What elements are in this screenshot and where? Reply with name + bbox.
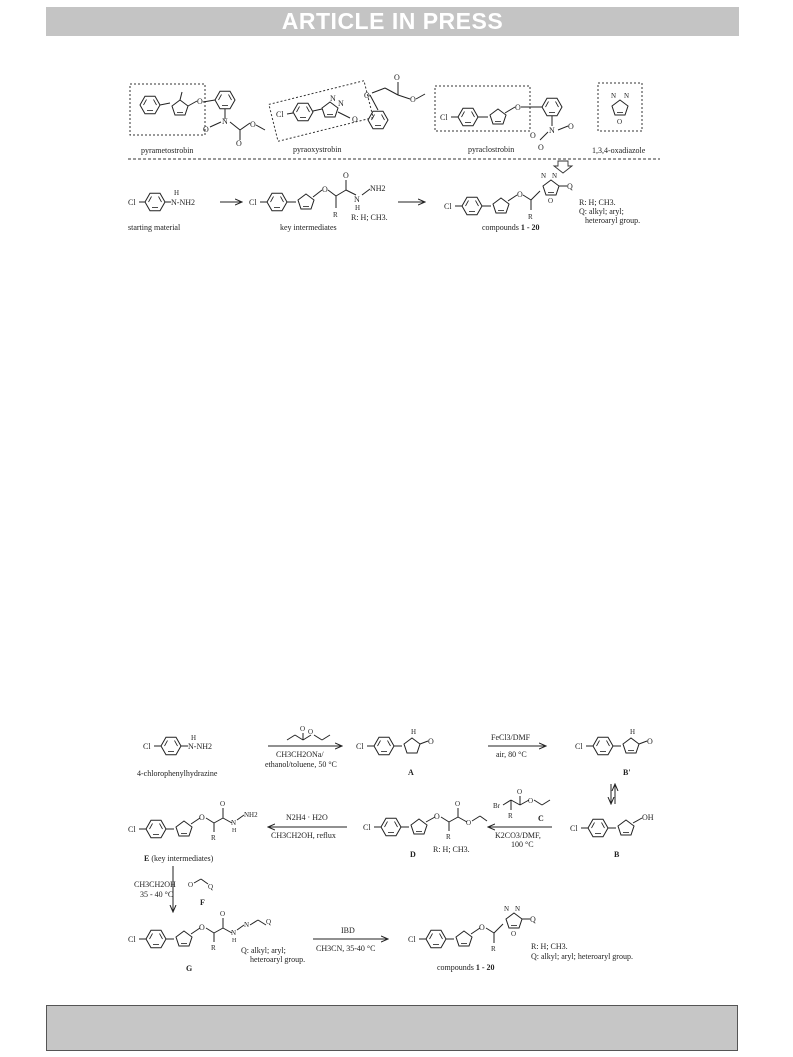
atom-label: O: [352, 115, 358, 124]
atom-label: Cl: [363, 823, 371, 832]
reagent-F-label: F: [200, 898, 205, 907]
atom-label: N: [549, 126, 555, 135]
r-note: R: H; CH3.: [579, 198, 616, 207]
atom-label: O: [300, 725, 306, 733]
reagent-text: IBD: [341, 926, 355, 935]
atom-label: Cl: [408, 935, 416, 944]
atom-label: H: [232, 938, 237, 944]
atom-label: Cl: [440, 113, 448, 122]
compound-Bprime-label: B': [623, 768, 631, 777]
atom-label: O: [434, 812, 440, 821]
compounds-label: compounds 1 - 20: [437, 963, 495, 972]
start-material-name: 4-chlorophenylhydrazine: [137, 769, 218, 778]
compound-E-label: E (key intermediates): [144, 854, 214, 863]
atom-label: N: [624, 92, 630, 100]
q-note: heteroaryl group.: [250, 955, 306, 964]
svg-text:R: R: [211, 944, 216, 952]
svg-text:R: R: [528, 213, 533, 221]
atom-label: N: [231, 929, 237, 937]
svg-text:R: R: [508, 812, 513, 820]
graphical-abstract: [128, 73, 660, 232]
pyraclostrobin-label: pyraclostrobin: [468, 145, 515, 154]
reagent-text: CH3CH2OH: [134, 880, 176, 889]
atom-label: O: [343, 171, 349, 180]
atom-label: N: [541, 172, 547, 180]
atom-label: Cl: [128, 935, 136, 944]
atom-label: H: [191, 734, 197, 742]
svg-text:R: R: [211, 834, 216, 842]
atom-label: N: [330, 94, 336, 103]
atom-label: O: [197, 97, 203, 106]
atom-label: O: [188, 881, 194, 889]
dashed-highlight-box: [269, 81, 373, 142]
atom-label: O: [517, 788, 523, 796]
atom-label: H: [630, 728, 636, 736]
atom-label: O: [617, 118, 623, 126]
atom-label: Q: [567, 182, 573, 191]
reagent-text: 35 - 40 °C: [140, 890, 174, 899]
atom-label: N: [354, 195, 360, 204]
atom-label: N: [552, 172, 558, 180]
atom-label: O: [394, 73, 400, 82]
reagent-text: 100 °C: [511, 840, 534, 849]
atom-label: N-NH2: [171, 198, 195, 207]
atom-label: Cl: [249, 198, 257, 207]
atom-label: O: [250, 120, 256, 129]
atom-label: N: [338, 99, 344, 108]
atom-label: O: [428, 737, 434, 746]
atom-label: O: [236, 139, 242, 148]
dashed-highlight-box: [130, 84, 205, 135]
atom-label: N-NH2: [188, 742, 212, 751]
atom-label: O: [568, 122, 574, 131]
key-intermediates-label: key intermediates: [280, 223, 337, 232]
atom-label: OH: [642, 813, 654, 822]
atom-label: O: [199, 923, 205, 932]
atom-label: Q: [208, 883, 214, 891]
aldehyde-reagent: [188, 879, 213, 891]
atom-label: H: [232, 828, 237, 834]
atom-label: NH2: [370, 184, 386, 193]
atom-label: O: [455, 800, 461, 808]
atom-label: NH2: [244, 811, 258, 819]
atom-label: Cl: [128, 198, 136, 207]
atom-label: N: [504, 905, 510, 913]
pyraoxystrobin-label: pyraoxystrobin: [293, 145, 342, 154]
banner-text: ARTICLE IN PRESS: [281, 8, 504, 34]
atom-label: H: [355, 204, 361, 212]
atom-label: O: [538, 143, 544, 152]
q-note: Q: alkyl; aryl; heteroaryl group.: [531, 952, 633, 961]
atom-label: Cl: [356, 742, 364, 751]
r-note: R: H; CH3.: [433, 845, 470, 854]
atom-label: O: [199, 813, 205, 822]
reagent-text: ethanol/toluene, 50 °C: [265, 760, 337, 769]
atom-label: H: [174, 189, 180, 197]
reagent-C-label: C: [538, 814, 544, 823]
q-note: Q: alkyl; aryl;: [579, 207, 624, 216]
atom-label: O: [548, 197, 554, 205]
compound-A-label: A: [408, 768, 414, 777]
atom-label: Q: [530, 915, 536, 924]
atom-label: Cl: [143, 742, 151, 751]
reagent-text: FeCl3/DMF: [491, 733, 531, 742]
compounds-structure: [444, 172, 573, 221]
atom-label: O: [479, 923, 485, 932]
oxadiazole-structure: [598, 83, 642, 131]
compound-B-label: B: [614, 850, 620, 859]
compounds-label: compounds 1 - 20: [482, 223, 540, 232]
atom-label: Cl: [575, 742, 583, 751]
atom-label: O: [220, 800, 226, 808]
atom-label: O: [647, 737, 653, 746]
atom-label: N: [244, 921, 250, 929]
atom-label: O: [515, 103, 521, 112]
oxadiazole-label: 1,3,4-oxadiazole: [592, 146, 646, 155]
reagent-text: CH3CH2ONa/: [276, 750, 324, 759]
atom-label: O: [322, 185, 328, 194]
svg-text:R: R: [446, 833, 451, 841]
atom-label: O: [511, 930, 517, 938]
atom-label: Q: [266, 918, 272, 926]
pyrametostrobin-structure: [130, 84, 265, 148]
pyraclostrobin-structure: [435, 86, 574, 152]
svg-text:R: R: [491, 945, 496, 953]
r-note: R: H; CH3.: [351, 213, 388, 222]
pyraoxystrobin-structure: [269, 73, 425, 141]
q-note: heteroaryl group.: [585, 216, 641, 225]
atom-label: O: [364, 91, 370, 100]
atom-label: O: [517, 190, 523, 199]
starting-material-structure: [128, 189, 195, 211]
acrylate-reagent: [287, 725, 330, 740]
q-note: Q: alkyl; aryl;: [241, 946, 286, 955]
reagent-text: air, 80 °C: [496, 750, 527, 759]
atom-label: H: [411, 728, 417, 736]
atom-label: N: [515, 905, 521, 913]
atom-label: O: [410, 95, 416, 104]
atom-label: Cl: [128, 825, 136, 834]
key-intermediates-structure: [249, 171, 386, 219]
reagent-text: K2CO3/DMF,: [495, 831, 541, 840]
atom-label: Cl: [276, 110, 284, 119]
starting-material-label: starting material: [128, 223, 181, 232]
atom-label: N: [222, 117, 228, 126]
atom-label: O: [220, 910, 226, 918]
atom-label: O: [203, 125, 209, 134]
reagent-text: CH3CN, 35-40 °C: [316, 944, 376, 953]
pyrametostrobin-label: pyrametostrobin: [141, 146, 194, 155]
r-note: R: H; CH3.: [531, 942, 568, 951]
reagent-text: CH3CH2OH, reflux: [271, 831, 336, 840]
footer-box: [46, 1005, 738, 1051]
atom-label: Cl: [444, 202, 452, 211]
atom-label: O: [530, 131, 536, 140]
compound-D-label: D: [410, 850, 416, 859]
synthesis-scheme: [128, 725, 654, 973]
atom-label: Br: [493, 802, 500, 810]
atom-label: N: [611, 92, 617, 100]
atom-label: O: [528, 797, 534, 805]
compound-G-label: G: [186, 964, 193, 973]
svg-text:R: R: [333, 211, 338, 219]
reagent-text: N2H4 · H2O: [286, 813, 328, 822]
atom-label: N: [231, 819, 237, 827]
atom-label: O: [308, 728, 314, 736]
atom-label: O: [466, 819, 472, 827]
atom-label: Cl: [570, 824, 578, 833]
